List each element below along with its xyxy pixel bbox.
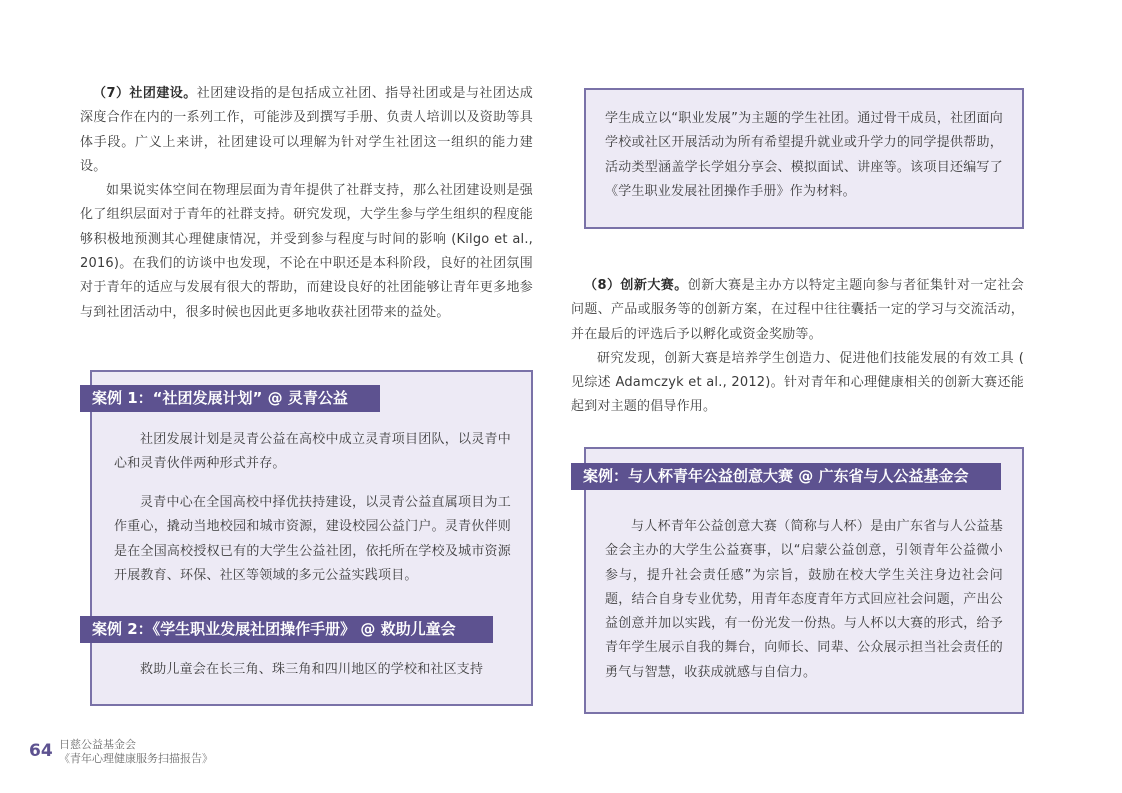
- club-building-body: 社团建设指的是包括成立社团、指导社团或是与社团达成深度合作在内的一系列工作，可能涉及到撰写手册、负责人培训以及资助等具体手段。广义上来讲，社团建设可以理解为针对学生社团这一组织的能力建设。: [80, 86, 533, 174]
- case-3-paragraph-1: 与人杯青年公益创意大赛（简称与人杯）是由广东省与人公益基金会主办的大学生公益赛事，以“启蒙公益创意，引领青年公益微小参与，提升社会责任感”为宗旨，鼓励在校大学生关注身边社会问题，结合自身专业优势，用青年态度青年方式回应社会问题，产出公益创意并加以实践，有一份光发一份热。与人杯以大赛的形式，给予青年学生展示自我的舞台，向师长、同辈、公众展示担当社会责任的勇气与智慧，收获成就感与自信力。: [605, 519, 1003, 680]
- paragraph-contest-research: 研究发现，创新大赛是培养学生创造力、促进他们技能发展的有效工具 ( 见综述 Adamczyk et al., 2012)。针对青年和心理健康相关的创新大赛还能起到对主题的倡导作用。: [571, 350, 1024, 415]
- paragraph-community-support: 如果说实体空间在物理层面为青年提供了社群支持，那么社团建设则是强化了组织层面对于青年的社群支持。研究发现，大学生参与学生组织的程度能够积极地预测其心理健康情况，并受到参与程度与时间的影响 (Kilgo et al., 2016)。在我们的访谈中也发现，不论在中职还是本科阶段，良好的社团氛围对于青年的适应与发展有很大的帮助，而建设良好的社团能够让青年更多地参与到社团活动中，很多时候也因此更多地收获社团带来的益处。: [80, 183, 533, 320]
- paragraph-club-building: [80, 82, 533, 179]
- paragraph-innovation-contest: [571, 274, 1024, 347]
- case-3-title: 案例：与人杯青年公益创意大赛 @ 广东省与人公益基金会: [571, 463, 1001, 490]
- footer-org: 日慈公益基金会: [59, 738, 136, 751]
- case-2-paragraph-1: 救助儿童会在长三角、珠三角和四川地区的学校和社区支持: [140, 662, 484, 677]
- heading-club-building: （7）社团建设。: [93, 86, 197, 101]
- case-1-title: 案例 1：“社团发展计划” @ 灵青公益: [80, 385, 380, 412]
- left-column: [80, 82, 533, 325]
- innovation-contest-body: 创新大赛是主办方以特定主题向参与者征集针对一定社会问题、产品或服务等的创新方案，在过程中往往囊括一定的学习与交流活动，并在最后的评选后予以孵化或资金奖励等。: [571, 278, 1024, 342]
- case-1-paragraph-2: 灵青中心在全国高校中择优扶持建设，以灵青公益直属项目为工作重心，撬动当地校园和城市资源，建设校园公益门户。灵青伙伴则是在全国高校授权已有的大学生公益社团，依托所在学校及城市资源开展教育、环保、社区等领域的多元公益实践项目。: [114, 495, 511, 583]
- footer-source: [59, 738, 213, 766]
- case-1-paragraph-1: 社团发展计划是灵青公益在高校中成立灵青项目团队，以灵青中心和灵青伙伴两种形式并存。: [114, 432, 511, 472]
- case-2-title: 案例 2：《学生职业发展社团操作手册》 @ 救助儿童会: [80, 616, 493, 643]
- right-column: [571, 274, 1024, 420]
- heading-innovation-contest: （8）创新大赛。: [584, 278, 688, 293]
- footer-report-title: 《青年心理健康服务扫描报告》: [59, 752, 213, 765]
- case-2-continued-paragraph: 学生成立以“职业发展”为主题的学生社团。通过骨干成员，社团面向学校或社区开展活动为所有希望提升就业或升学力的同学提供帮助，活动类型涵盖学长学姐分享会、模拟面试、讲座等。该项目还编写了《学生职业发展社团操作手册》作为材料。: [605, 111, 1003, 199]
- page-number: 64: [29, 741, 53, 761]
